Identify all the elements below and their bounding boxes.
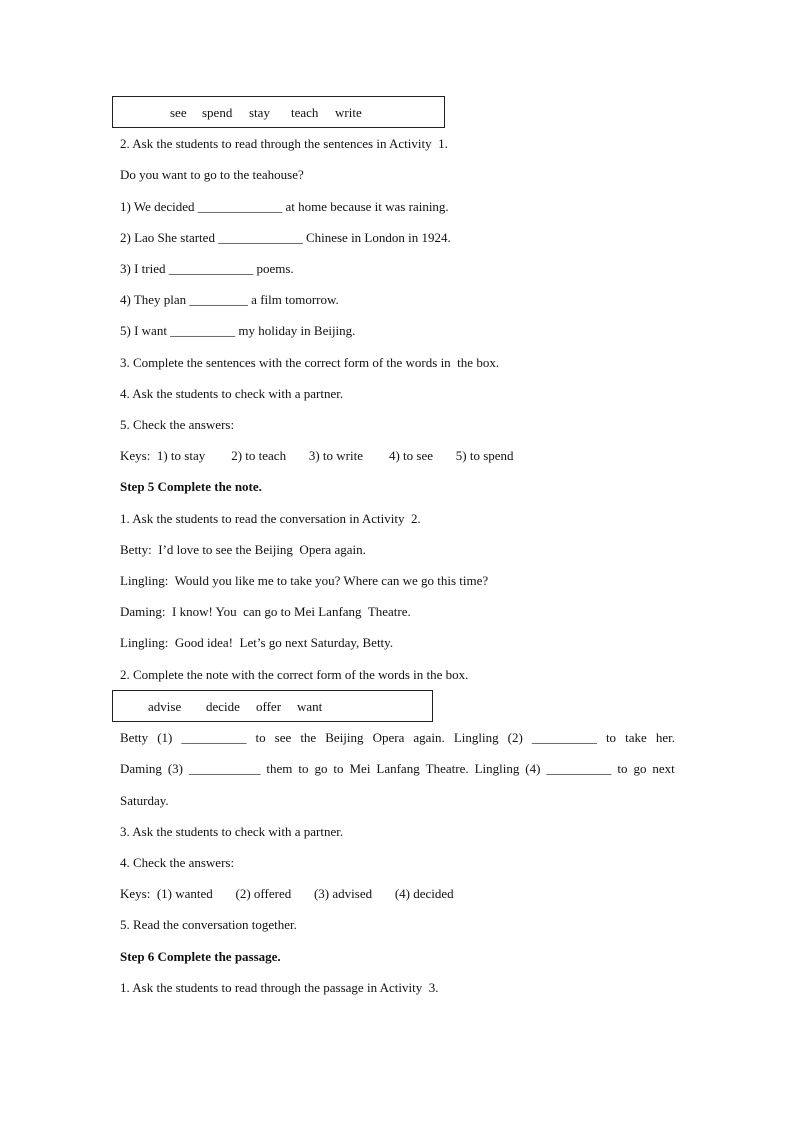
instruction-line: 1. Ask the students to read the conversation in Activity 2. — [120, 511, 421, 526]
exercise-line: 5) I want __________ my holiday in Beijing. — [120, 323, 356, 338]
note-word: take — [625, 730, 647, 745]
instruction-line: 2. Complete the note with the correct form of the words in the box. — [120, 667, 469, 682]
note-word: again. — [413, 730, 445, 745]
exercise-line: 4) They plan _________ a film tomorrow. — [120, 292, 339, 307]
instruction-line: 4. Check the answers: — [120, 855, 235, 870]
note-word: Theatre. — [425, 761, 469, 776]
word-box-item: advise — [148, 699, 182, 714]
word-box-item: write — [335, 105, 362, 120]
step-heading: Step 5 Complete the note. — [120, 479, 262, 494]
note-word: next — [652, 761, 675, 776]
note-word: __________ — [546, 761, 612, 776]
word-box-item: offer — [256, 699, 282, 714]
note-word: (4) — [525, 761, 541, 776]
exercise-line: 2) Lao She started _____________ Chinese in London in 1924. — [120, 230, 451, 245]
note-word: __________ — [181, 730, 247, 745]
instruction-line: 2. Ask the students to read through the sentences in Activity 1. — [120, 136, 448, 151]
instruction-line: 1. Ask the students to read through the passage in Activity 3. — [120, 980, 439, 995]
note-word: ___________ — [188, 761, 261, 776]
dialogue-line: Lingling: Would you like me to take you? Where can we go this time? — [120, 573, 489, 588]
exercise-line: 3) I tried _____________ poems. — [120, 261, 294, 276]
instruction-line: 4. Ask the students to check with a partner. — [120, 386, 344, 401]
note-word: (2) — [507, 730, 523, 745]
word-box-2 — [112, 690, 433, 722]
note-word: her. — [655, 730, 675, 745]
instruction-line: 3. Ask the students to check with a partner. — [120, 824, 344, 839]
word-box-item: see — [170, 105, 187, 120]
note-word: Betty — [120, 730, 149, 745]
note-word: Opera — [372, 730, 405, 745]
step-heading: Step 6 Complete the passage. — [120, 949, 281, 964]
instruction-line: 5. Check the answers: — [120, 417, 235, 432]
note-word: Mei — [349, 761, 371, 776]
note-word: __________ — [531, 730, 597, 745]
word-box-item: decide — [206, 699, 240, 714]
sentence-line: Do you want to go to the teahouse? — [120, 167, 304, 182]
note-word: (3) — [167, 761, 184, 776]
note-line-3: Saturday. — [120, 793, 169, 808]
note-word: Lanfang — [376, 761, 420, 776]
note-word: to — [333, 761, 344, 776]
word-box-item: spend — [202, 105, 233, 120]
answer-keys: Keys: (1) wanted (2) offered (3) advised (4) decided — [120, 886, 454, 901]
note-word: to — [298, 761, 309, 776]
note-word: go — [633, 761, 647, 776]
instruction-line: 5. Read the conversation together. — [120, 917, 297, 932]
note-word: to — [255, 730, 266, 745]
note-word: see — [274, 730, 292, 745]
word-box-1 — [112, 96, 445, 128]
word-box-item: teach — [291, 105, 319, 120]
dialogue-line: Betty: I’d love to see the Beijing Opera again. — [120, 542, 366, 557]
note-word: to — [617, 761, 628, 776]
instruction-line: 3. Complete the sentences with the correct form of the words in the box. — [120, 355, 500, 370]
note-word: Lingling — [474, 761, 520, 776]
note-word: Daming — [120, 761, 162, 776]
note-word: to — [605, 730, 617, 745]
note-word: Beijing — [325, 730, 364, 745]
note-line-1 — [120, 730, 675, 746]
note-word: them — [266, 761, 293, 776]
note-word: the — [300, 730, 317, 745]
note-line-2 — [120, 761, 675, 777]
answer-keys: Keys: 1) to stay 2) to teach 3) to write 4) to see 5) to spend — [120, 448, 514, 463]
dialogue-line: Lingling: Good idea! Let’s go next Saturday, Betty. — [120, 635, 394, 650]
word-box-item: want — [297, 699, 323, 714]
note-word: (1) — [157, 730, 173, 745]
dialogue-line: Daming: I know! You can go to Mei Lanfang Theatre. — [120, 604, 411, 619]
word-box-item: stay — [249, 105, 270, 120]
note-word: Lingling — [453, 730, 499, 745]
note-word: go — [314, 761, 328, 776]
exercise-line: 1) We decided _____________ at home because it was raining. — [120, 199, 449, 214]
